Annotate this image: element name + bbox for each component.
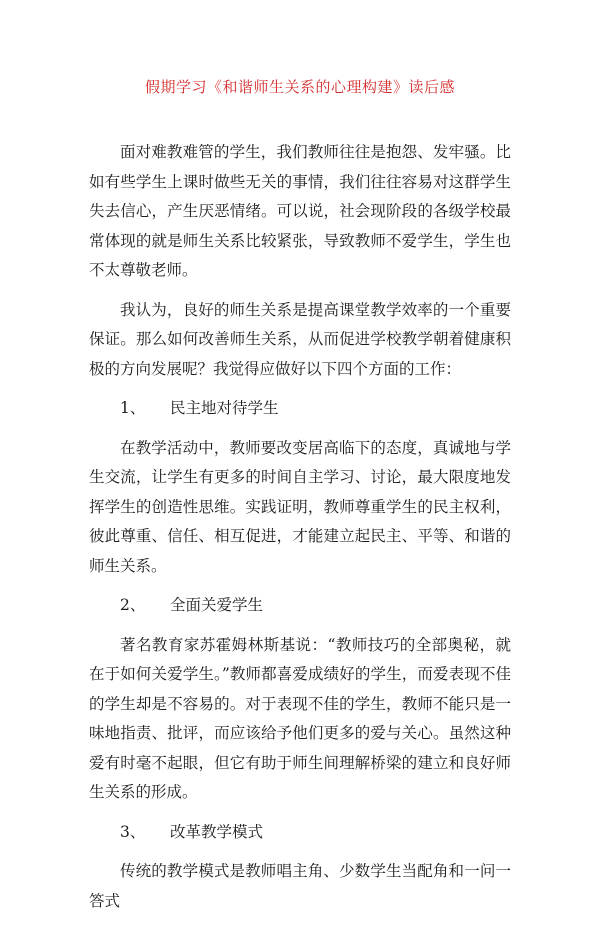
section-heading [89,818,511,848]
section-number: 2、 [120,596,146,614]
section-heading-text: 改革教学模式 [170,822,264,841]
section-number: 1、 [120,399,146,417]
section-heading [89,394,511,424]
section-heading-text: 全面关爱学生 [170,596,264,614]
paragraph: 著名教育家苏霍姆林斯基说：“教师技巧的全部奥秘，就在于如何关爱学生。”教师都喜爱成绩好的学生，而爱表现不佳的学生却是不容易的。对于表现不佳的学生，教师不能只是一味地指责、批评，而应该给予他们更多的爱与关心。虽然这种爱有时毫不起眼，但它有助于师生间理解桥梁的建立和良好师生关系的形成。 [89,635,511,801]
paragraph: 面对难教难管的学生，我们教师往往是抱怨、发牢骚。比如有些学生上课时做些无关的事情，我们往往容易对这群学生失去信心，产生厌恶情绪。可以说，社会现阶段的各级学校最常体现的就是师生关系比较紧张，导致教师不爱学生，学生也不太尊敬老师。 [89,143,511,279]
document-body [89,138,511,926]
paragraph: 我认为，良好的师生关系是提高课堂教学效率的一个重要保证。那么如何改善师生关系，从而促进学校教学朝着健康积极的方向发展呢？我觉得应做好以下四个方面的工作： [89,300,511,378]
document-title: 假期学习《和谐师生关系的心理构建》读后感 [144,78,455,96]
paragraph: 传统的教学模式是教师唱主角、少数学生当配角和一问一答式 [89,862,511,910]
paragraph: 在教学活动中，教师要改变居高临下的态度，真诚地与学生交流，让学生有更多的时间自主学习、讨论，最大限度地发挥学生的创造性思维。实践证明，教师尊重学生的民主权利，彼此尊重、信任、相互促进，才能建立起民主、平等、和谐的师生关系。 [89,438,511,575]
section-heading-text: 民主地对待学生 [170,399,279,417]
section-number: 3、 [120,822,146,841]
section-heading [89,591,511,621]
